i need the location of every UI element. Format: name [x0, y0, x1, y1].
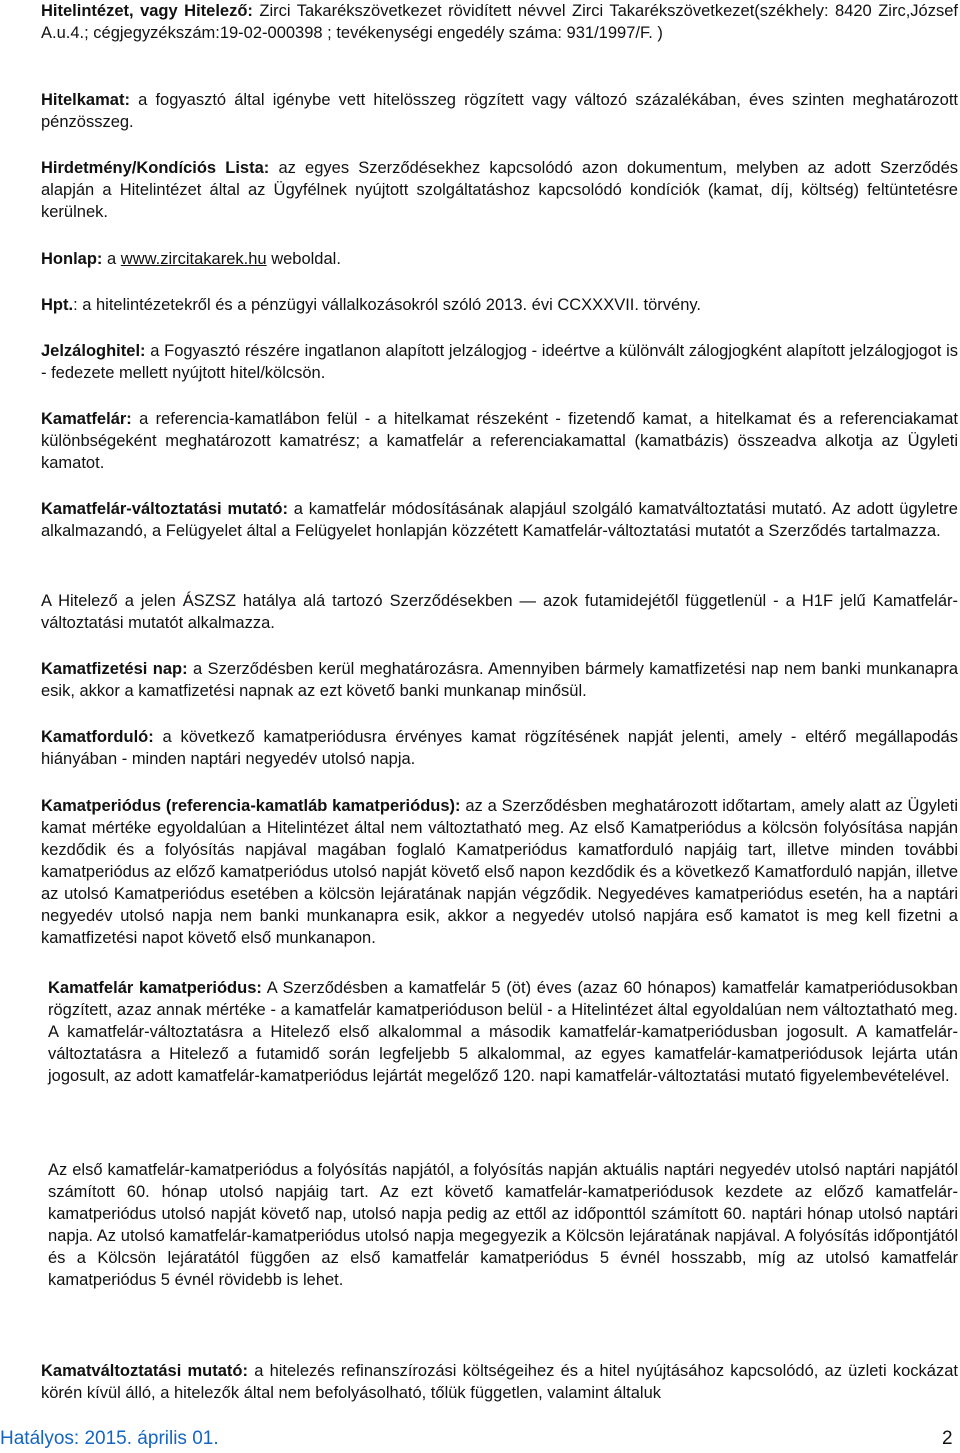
honlap-post: weboldal. — [271, 250, 341, 268]
definition-kamatfelar-kamatperiodus — [48, 977, 958, 1087]
paragraph-text: A Hitelező a jelen ÁSZSZ hatálya alá tartozó Szerződésekben — azok futamidejétől függetlenül - a H1F jelű Kamatfelár-változtatási mutatót alkalmazza. — [41, 592, 958, 632]
definition-text: a következő kamatperiódusra érvényes kamat rögzítésének napját jelenti, amely - eltérő megállapodás hiányában - minden naptári negyedév utolsó napja. — [41, 728, 958, 768]
term-label: Kamatfizetési nap: — [41, 660, 188, 678]
definition-hitelkamat — [41, 89, 958, 133]
definition-text: : a hitelintézetekről és a pénzügyi vállalkozásokról szóló 2013. évi CCXXXVII. törvény. — [73, 296, 702, 314]
term-label: Hitelkamat: — [41, 91, 130, 109]
definition-text: az a Szerződésben meghatározott időtartam, amely alatt az Ügyleti kamat mértéke egyoldalúan a Hitelintézet által nem változtatható meg. Az első Kamatperiódus a kölcsön folyósítása napján kezdődik és a folyósítás napjával magában foglaló Kamatperiódus kamatforduló napjáig tart, illetve minden további kamatperiódus az előző kamatperiódus utolsó napját követő első napon kezdődik és a következő Kamatforduló napján, illetve az utolsó Kamatperiódus esetében a kölcsön lejáratának napján végződik. Negyedéves kamatperiódus esetén, ha a naptári negyedév utolsó napja nem banki munkanapra esik, akkor a negyedév utolsó napjára eső kamatot is meg kell fizetni a kamatfizetési napot követő első munkanapon. — [41, 797, 958, 947]
term-label: Kamatfelár-változtatási mutató: — [41, 500, 288, 518]
definition-kamatfordulo — [41, 726, 958, 770]
term-label: Kamatforduló: — [41, 728, 154, 746]
term-label: Jelzáloghitel: — [41, 342, 146, 360]
definition-honlap — [41, 248, 958, 270]
definition-text: Zirci Takarékszövetkezet rövidített névvel Zirci Takarékszövetkezet(székhely: 8420 Zirc,József A.u.4.; cégjegyzékszám:19-02-000398 ; tevékenységi engedély száma: 931/1997/F. ) — [41, 2, 958, 42]
definition-hpt — [41, 294, 958, 316]
definition-text: a Szerződésben kerül meghatározásra. Amennyiben bármely kamatfizetési nap nem banki munkanapra esik, akkor a kamatfizetési napnak az ezt követő banki munkanap minősül. — [41, 660, 958, 700]
definition-hitelintezet — [41, 0, 958, 44]
term-label: Kamatperiódus (referencia-kamatláb kamatperiódus): — [41, 797, 461, 815]
term-label: Honlap: — [41, 250, 103, 268]
definition-text: A Szerződésben a kamatfelár 5 (öt) éves (azaz 60 hónapos) kamatfelár kamatperiódusokban rögzített, azaz annak mértéke - a kamatfelár kamatperióduson belül - a Hitelintézet által egyoldalúan nem változtatható meg. A kamatfelár-változtatásra a Hitelező első alkalommal a második kamatfelár-kamatperiódusban jogosult. A kamatfelár-változtatásra a Hitelező a futamidő során legfeljebb 5 alkalommal, az egyes kamatfelár-kamatperiódusok lejárta után jogosult, az adott kamatfelár-kamatperiódus lejártát megelőző 120. napi kamatfelár-változtatási mutató figyelembevételével. — [48, 979, 958, 1085]
term-label: Kamatváltoztatási mutató: — [41, 1362, 248, 1380]
paragraph-text: Az első kamatfelár-kamatperiódus a folyósítás napjától, a folyósítás napján aktuális naptári negyedév utolsó naptári napjától számított 60. hónap utolsó napjáig tart. Az ezt követő kamatfelár-kamatperiódusok kezdete az előző kamatfelár-kamatperiódus utolsó napját követő nap, utolsó napja pedig az ettől az időponttól számított 60. naptári hónap utolsó naptári napja. Az utolsó kamatfelár-kamatperiódus utolsó napja megegyezik a Kölcsön lejáratának napjával. A folyósítás időpontjától és a Kölcsön lejáratától függően az első kamatfelár kamatperiódus 5 évnél hosszabb, míg az utolsó kamatfelár kamatperiódus 5 évnél rövidebb is lehet. — [48, 1161, 958, 1289]
homepage-link[interactable]: www.zircitakarek.hu — [120, 250, 267, 268]
term-label: Kamatfelár kamatperiódus: — [48, 979, 262, 997]
definition-kamatperiodus — [41, 795, 958, 949]
definition-text: a fogyasztó által igénybe vett hitelösszeg rögzített vagy változó százalékában, éves szinten meghatározott pénzösszeg. — [41, 91, 958, 131]
definition-text: a Fogyasztó részére ingatlanon alapított jelzálogjog - ideértve a különvált zálogjogként alapított jelzálogjogot is - fedezete mellett nyújtott hitel/kölcsön. — [41, 342, 958, 382]
definition-jelzaloghitel — [41, 340, 958, 384]
footer-effective-date: Hatályos: 2015. április 01. — [0, 1428, 219, 1449]
term-label: Kamatfelár: — [41, 410, 132, 428]
paragraph-h1f — [41, 590, 958, 634]
paragraph-first-kamatfelar-period — [48, 1159, 958, 1291]
honlap-pre: a — [107, 250, 117, 268]
definition-kamatfizetesi-nap — [41, 658, 958, 702]
term-label: Hitelintézet, vagy Hitelező: — [41, 2, 253, 20]
definition-text: a hitelezés refinanszírozási költségeihez és a hitel nyújtásához kapcsolódó, az üzleti kockázat körén kívül álló, a hitelezők által nem befolyásolható, tőlük független, valamint általuk — [41, 1362, 958, 1402]
definition-text: az egyes Szerződésekhez kapcsolódó azon dokumentum, melyben az adott Szerződés alapján a Hitelintézet által az Ügyfélnek nyújtott szolgáltatáshoz kapcsolódó kondíciók (kamat, díj, költség) feltüntetésre kerülnek. — [41, 159, 958, 221]
definition-text: a kamatfelár módosításának alapjául szolgáló kamatváltoztatási mutató. Az adott ügyletre alkalmazandó, a Felügyelet által a Felügyelet honlapján közzétett Kamatfelár-változtatási mutatót a Szerződés tartalmazza. — [41, 500, 958, 540]
term-label: Hpt. — [41, 296, 74, 314]
definition-text: a referencia-kamatlábon felül - a hitelkamat részeként - fizetendő kamat, a hitelkamat és a referenciakamat különbségeként meghatározott kamatrész; a kamatfelár a referenciakamattal (kamatbázis) összeadva alkotja az Ügyleti kamatot. — [41, 410, 958, 472]
definition-hirdetmeny — [41, 157, 958, 223]
definition-kamatfelar-valtoztatasi-mutato — [41, 498, 958, 542]
definition-kamatfelar — [41, 408, 958, 474]
term-label: Hirdetmény/Kondíciós Lista: — [41, 159, 270, 177]
footer-page-number: 2 — [942, 1428, 953, 1449]
definition-kamatvaltoztatasi-mutato — [41, 1360, 958, 1404]
